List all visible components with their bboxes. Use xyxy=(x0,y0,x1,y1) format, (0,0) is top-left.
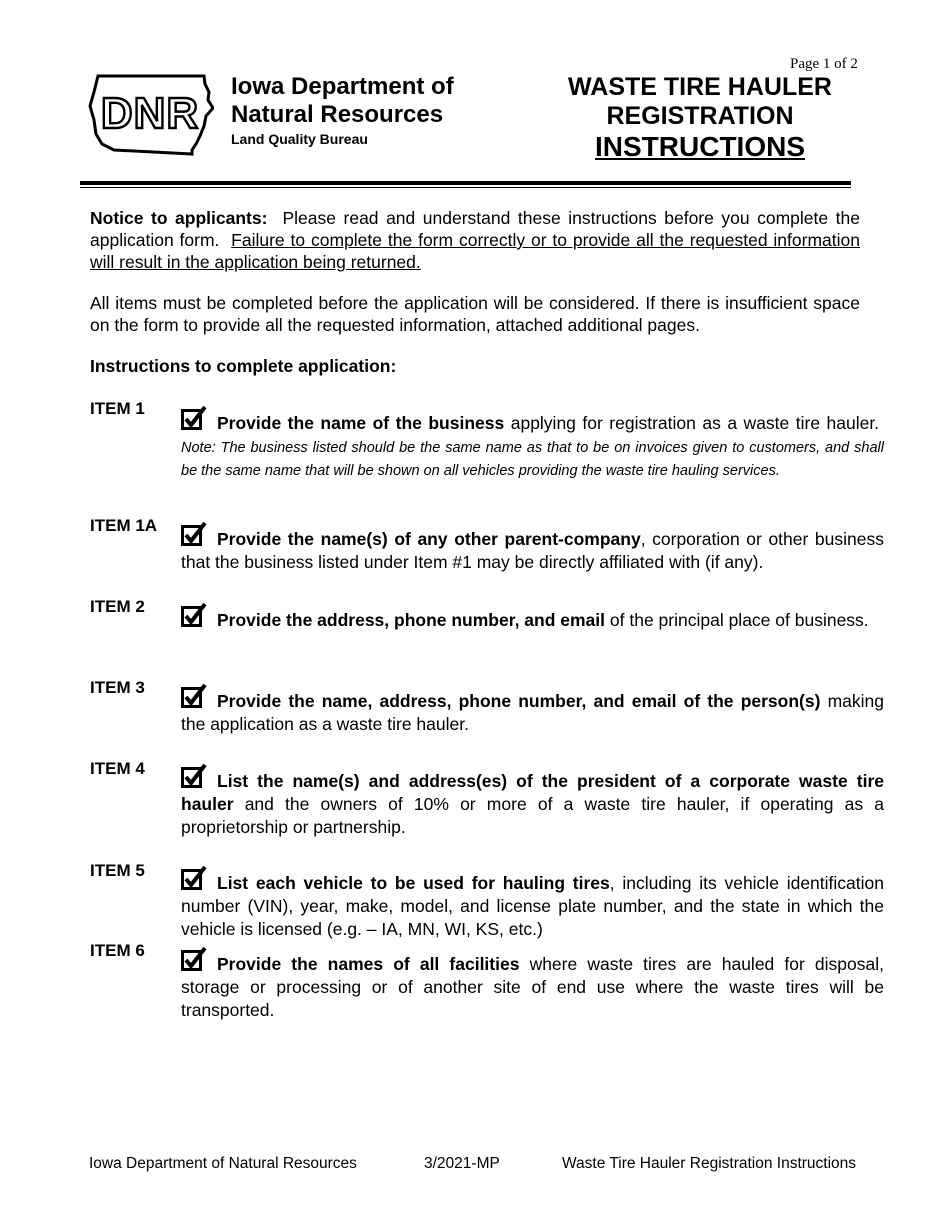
item-6-text: where waste tires are hauled for disposal, storage or processing or of another site of end use where the waste tires will be transported. xyxy=(181,954,884,1020)
general-paragraph: All items must be completed before the application will be considered. If there is insufficient space on the form to provide all the requested information, attached additional pages. xyxy=(90,293,860,335)
item-6-label: ITEM 6 xyxy=(90,941,145,960)
header-divider-thin xyxy=(80,187,851,188)
agency-block xyxy=(231,73,454,148)
footer-left: Iowa Department of Natural Resources xyxy=(89,1155,357,1172)
agency-name-line1: Iowa Department of xyxy=(231,73,454,100)
checkbox-checked-icon xyxy=(181,603,207,627)
footer-center: 3/2021-MP xyxy=(424,1155,500,1172)
instructions-heading: Instructions to complete application: xyxy=(90,356,397,376)
item-2-body xyxy=(181,603,884,632)
checkbox-checked-icon xyxy=(181,684,207,708)
item-4-body xyxy=(181,764,884,839)
item-3-text: making the application as a waste tire hauler. xyxy=(181,691,885,734)
logo-text: DNR xyxy=(100,89,200,138)
form-title xyxy=(545,73,855,163)
checkbox-checked-icon xyxy=(181,764,207,788)
title-line2: REGISTRATION xyxy=(606,102,794,130)
item-2-label: ITEM 2 xyxy=(90,597,145,616)
item-1a-bold: Provide the name(s) of any other parent-company xyxy=(217,529,641,549)
item-5-label: ITEM 5 xyxy=(90,861,145,880)
title-line1: WASTE TIRE HAULER xyxy=(568,73,832,101)
checkbox-checked-icon xyxy=(181,866,207,890)
notice-text: Please read and understand these instructions before you complete the application form. xyxy=(90,208,860,250)
header-divider-thick xyxy=(80,181,851,185)
checkbox-checked-icon xyxy=(181,406,207,430)
item-2-bold: Provide the address, phone number, and email xyxy=(217,610,606,630)
item-1-bold: Provide the name of the business xyxy=(217,413,505,433)
item-4-bold: List the name(s) and address(es) of the president of a corporate waste tire hauler xyxy=(181,771,884,814)
item-3-label: ITEM 3 xyxy=(90,678,145,697)
item-1a-body xyxy=(181,522,884,574)
item-3-body xyxy=(181,684,884,736)
item-5-bold: List each vehicle to be used for hauling tires xyxy=(217,873,610,893)
checkbox-checked-icon xyxy=(181,947,207,971)
item-1a-text: , corporation or other business that the business listed under Item #1 may be directly affiliated with (if any). xyxy=(181,529,884,572)
item-1-body xyxy=(181,406,884,481)
checkbox-checked-icon xyxy=(181,522,207,546)
bureau-name: Land Quality Bureau xyxy=(231,131,368,147)
item-1-note: Note: The business listed should be the same name as that to be on invoices given to customers, and shall be the same name that will be shown on all vehicles providing the waste tire hauling services. xyxy=(181,440,884,479)
item-1-label: ITEM 1 xyxy=(90,399,145,418)
item-5-body xyxy=(181,866,884,941)
iowa-state-outline-icon xyxy=(88,70,214,156)
notice-warning: Failure to complete the form correctly or to provide all the requested information will result in the application being returned. xyxy=(90,230,860,272)
title-line3: INSTRUCTIONS xyxy=(595,131,805,162)
item-1-text: applying for registration as a waste tire hauler. xyxy=(504,413,880,433)
item-5-text: , including its vehicle identification number (VIN), year, make, model, and license plate number, and the state in which the vehicle is licensed (e.g. – IA, MN, WI, KS, etc.) xyxy=(181,873,884,939)
item-1a-label: ITEM 1A xyxy=(90,516,158,535)
item-4-label: ITEM 4 xyxy=(90,759,145,778)
page-number: Page 1 of 2 xyxy=(790,56,858,72)
item-2-text: of the principal place of business. xyxy=(605,610,869,630)
dnr-logo xyxy=(88,70,214,156)
item-6-bold: Provide the names of all facilities xyxy=(217,954,520,974)
agency-name-line2: Natural Resources xyxy=(231,101,444,128)
notice-paragraph xyxy=(90,207,860,273)
item-6-body xyxy=(181,947,884,1022)
notice-label: Notice to applicants: xyxy=(90,208,268,228)
item-3-bold: Provide the name, address, phone number, and email of the person(s) xyxy=(217,691,821,711)
footer-right: Waste Tire Hauler Registration Instructions xyxy=(562,1155,857,1172)
item-4-text: and the owners of 10% or more of a waste tire hauler, if operating as a proprietorship or partnership. xyxy=(181,794,884,837)
